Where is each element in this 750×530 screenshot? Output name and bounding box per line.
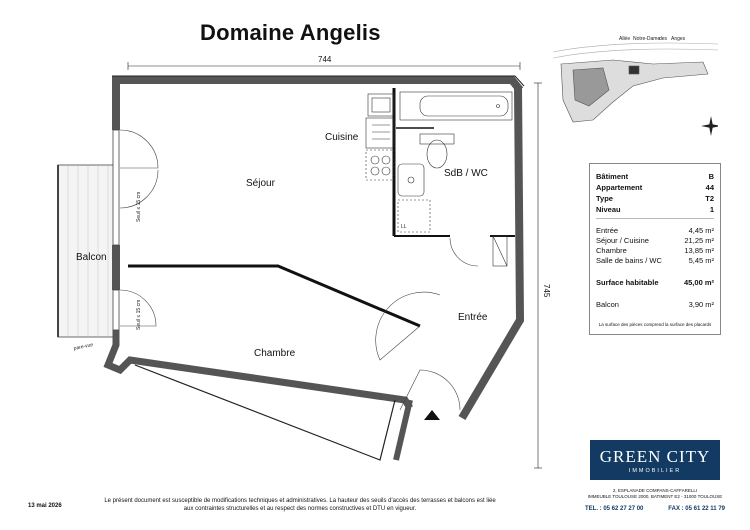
info-level-label: Niveau (596, 205, 621, 214)
surface-label: Séjour / Cuisine (596, 236, 649, 245)
surface-value: 13,85 m² (684, 246, 714, 255)
threshold-label-2: Seuil ≤ 15 cm (136, 299, 142, 330)
height-label: 745 (542, 284, 551, 298)
info-apartment-value: 44 (705, 183, 714, 192)
kitchen-fixtures (366, 94, 394, 180)
apartment-info-box (589, 163, 721, 335)
company-address (585, 488, 725, 500)
disclaimer-line-1: Le présent document est susceptible de modifications techniques et administratives. La hauteur des seuils d'accès des terrasses et balcons est liée (104, 498, 496, 504)
info-divider (596, 218, 714, 219)
info-apartment-row (596, 183, 714, 192)
width-dimension (128, 55, 520, 70)
map-street-1: Allée (619, 36, 631, 42)
balcony-surface-value: 3,90 m² (688, 300, 714, 309)
info-type-label: Type (596, 194, 613, 203)
room-entry-label: Entrée (458, 312, 488, 323)
walls (108, 76, 524, 460)
total-surface-value: 45,00 m² (683, 278, 714, 287)
surface-note: La surface des pièces comprend la surface des placards (598, 322, 712, 327)
logo-main-text: GREEN CITY (599, 447, 711, 466)
logo-sub-text: IMMOBILIER (628, 468, 682, 474)
windows (113, 130, 119, 330)
document-date: 13 mai 2026 (28, 503, 62, 509)
room-bathroom-label: SdB / WC (444, 168, 488, 179)
map-street-2: Notre-Dame (633, 36, 661, 42)
phone-number: TEL. : 05 62 27 27 00 (585, 506, 644, 512)
company-logo (590, 440, 720, 480)
info-type-value: T2 (705, 194, 714, 203)
page-title: Domaine Angelis (200, 20, 381, 45)
disclaimer (100, 497, 500, 513)
pare-vue-label: pare-vue (73, 341, 94, 352)
room-bedroom-label: Chambre (254, 348, 296, 359)
ll-label: LL (401, 224, 407, 230)
room-kitchen-label: Cuisine (325, 132, 359, 143)
surface-value: 21,25 m² (684, 236, 714, 245)
address-line-2: IMMEUBLE TOULOUSE 2000, BATIMENT E2 - 31000 TOULOUSE (587, 494, 723, 499)
info-building-row (596, 172, 714, 181)
room-living-label: Séjour (246, 178, 275, 189)
surface-value: 5,45 m² (688, 256, 714, 265)
disclaimer-line-2: aux contraintes structurelles et au respect des normes constructives et DTU en vigueur. (183, 506, 417, 512)
width-label: 744 (318, 55, 332, 64)
info-total-row (596, 278, 714, 287)
total-surface-label: Surface habitable (596, 278, 659, 287)
surface-label: Entrée (596, 226, 619, 235)
room-balcony-label: Balcon (76, 252, 107, 263)
surface-label: Salle de bains / WC (596, 256, 662, 265)
balcony (58, 165, 118, 337)
info-apartment-label: Appartement (596, 183, 643, 192)
info-type-row (596, 194, 714, 203)
info-surface-row (596, 226, 714, 235)
info-balcony-row (596, 300, 714, 309)
balcony-surface-label: Balcon (596, 300, 619, 309)
bathroom-fixtures (398, 92, 512, 266)
contact-line (585, 506, 725, 512)
info-surface-row (596, 236, 714, 245)
site-location-map (553, 30, 718, 140)
info-building-label: Bâtiment (596, 172, 629, 181)
map-street-4: Anges (671, 36, 686, 42)
info-level-row (596, 205, 714, 214)
info-surface-row (596, 256, 714, 265)
surface-label: Chambre (596, 246, 627, 255)
threshold-label-1: Seuil ≤ 15 cm (136, 191, 142, 222)
info-surface-row (596, 246, 714, 255)
surface-value: 4,45 m² (688, 226, 714, 235)
height-dimension (534, 83, 551, 468)
map-street-3: des (659, 36, 668, 42)
info-building-value: B (708, 172, 714, 181)
fax-number: FAX : 05 61 22 11 79 (668, 506, 725, 512)
address-line-1: 2, ESPLANADE COMPANS-CAFFARELLI (612, 488, 698, 493)
entrance-marker (424, 410, 440, 420)
info-level-value: 1 (709, 205, 714, 214)
